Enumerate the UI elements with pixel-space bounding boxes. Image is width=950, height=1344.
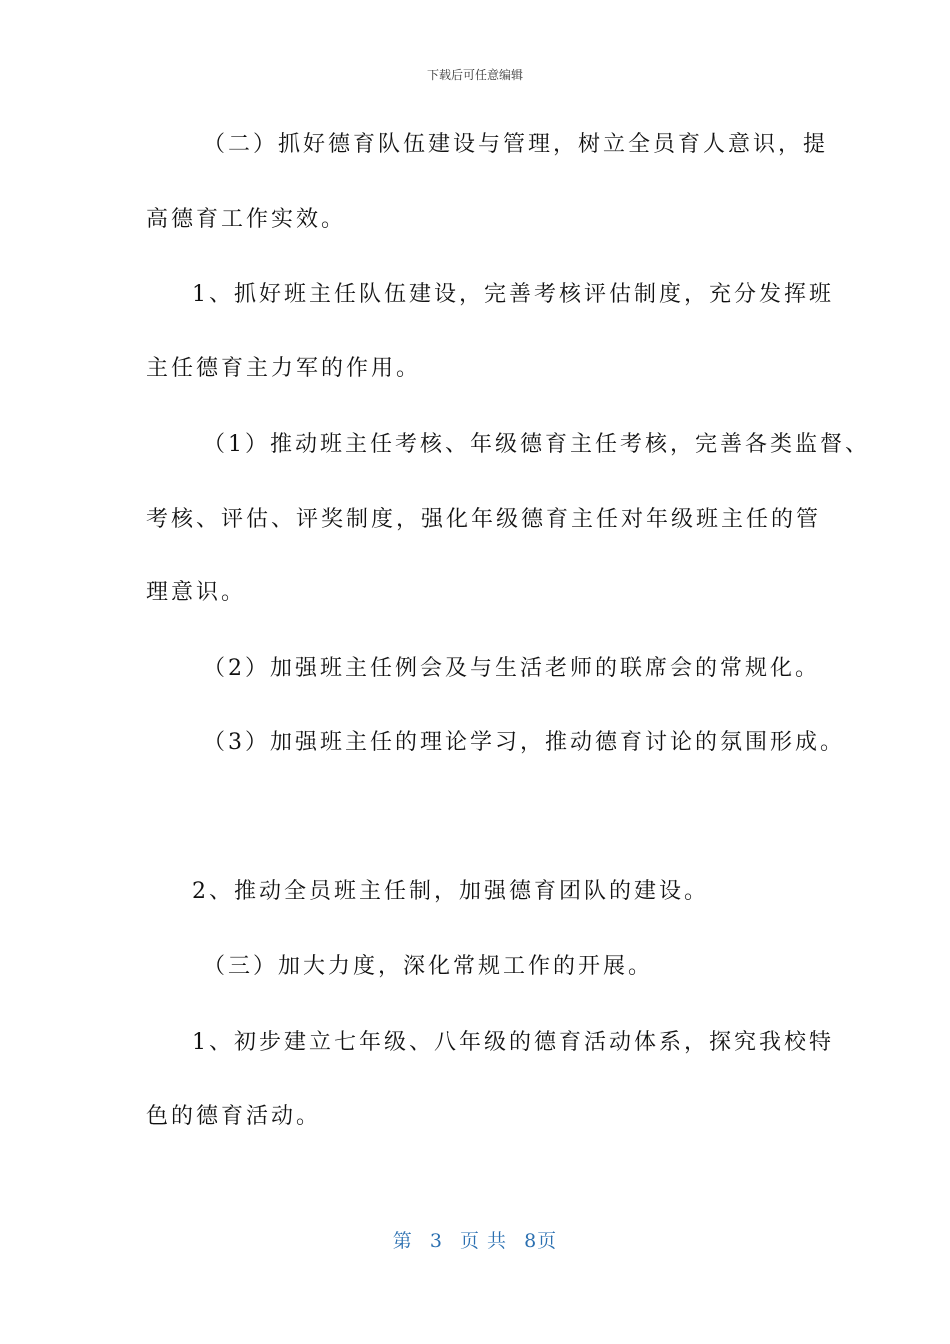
paragraph-line: 理意识。 [146, 580, 247, 605]
paragraph-line: 高德育工作实效。 [146, 207, 347, 232]
footer-current-page: 3 [429, 1230, 443, 1252]
paragraph-line: 1、抓好班主任队伍建设，完善考核评估制度，充分发挥班 [192, 282, 834, 307]
paragraph-line: 2、推动全员班主任制，加强德育团队的建设。 [192, 879, 709, 904]
page-number-footer [0, 1226, 950, 1253]
header-note: 下载后可任意编辑 [426, 68, 523, 82]
footer-prefix: 第 [392, 1230, 413, 1252]
paragraph-line: 色的德育活动。 [146, 1104, 322, 1129]
paragraph-line: （二）抓好德育队伍建设与管理，树立全员育人意识，提 [203, 132, 829, 157]
paragraph-line: 主任德育主力军的作用。 [146, 356, 422, 381]
footer-middle: 页 共 [460, 1230, 508, 1252]
paragraph-line: （1）推动班主任考核、年级德育主任考核，完善各类监督、 [203, 432, 870, 457]
paragraph-line: 1、初步建立七年级、八年级的德育活动体系，探究我校特 [192, 1030, 834, 1055]
paragraph-line: 考核、评估、评奖制度，强化年级德育主任对年级班主任的管 [146, 507, 822, 532]
paragraph-line: （三）加大力度，深化常规工作的开展。 [203, 954, 654, 979]
paragraph-line: （3）加强班主任的理论学习，推动德育讨论的氛围形成。 [203, 730, 845, 755]
footer-total-pages: 8页 [524, 1230, 558, 1252]
paragraph-line: （2）加强班主任例会及与生活老师的联席会的常规化。 [203, 656, 820, 681]
